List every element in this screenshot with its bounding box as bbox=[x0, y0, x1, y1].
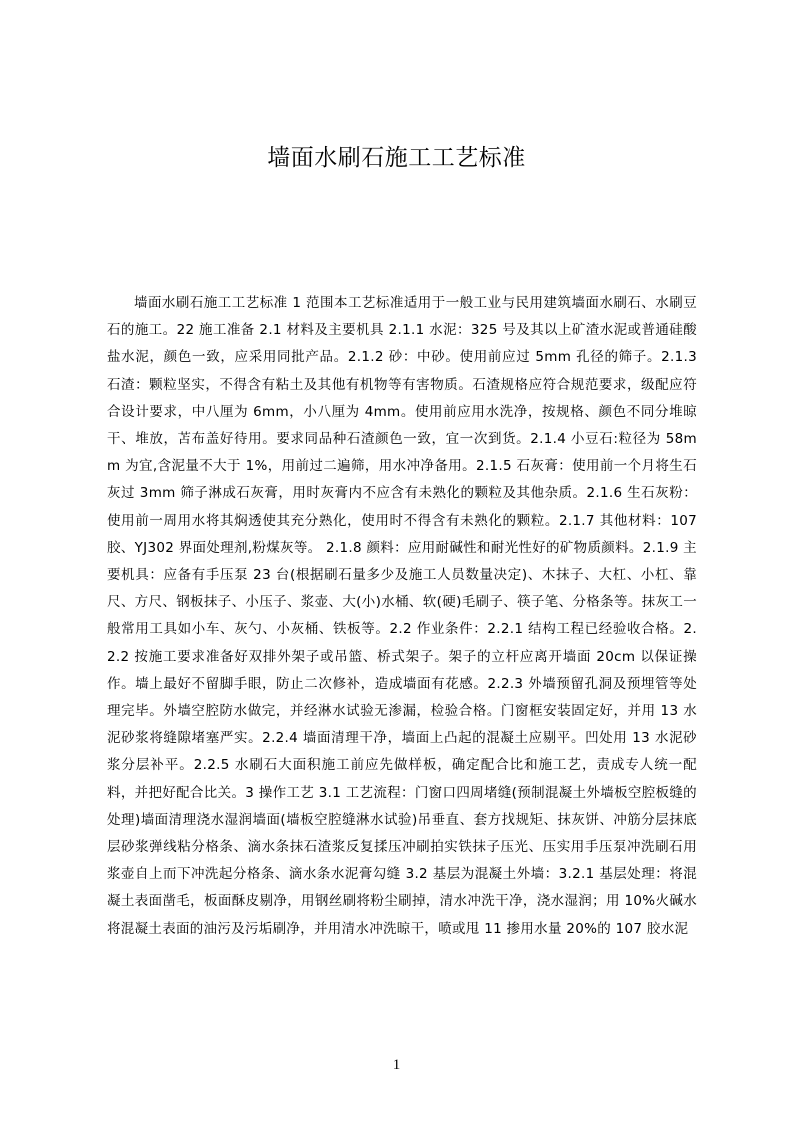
page-number: 1 bbox=[392, 1057, 401, 1073]
document-title: 墙面水刷石施工工艺标准 bbox=[267, 145, 526, 171]
document-body-paragraph: 墙面水刷石施工工艺标准 1 范围本工艺标准适用于一般工业与民用建筑墙面水刷石、水刷豆石的施工。22 施工准备 2.1 材料及主要机具 2.1.1 水泥：325 号及其以上矿渣水泥或普通硅酸盐水泥，颜色一致，应采用同批产品。2.1.2 砂：中砂。使用前应过 5mm 孔径的筛子。2.1.3 石渣：颗粒坚实，不得含有粘土及其他有机物等有害物质。石渣规格应符合规范要求，级配应符合设计要求，中八厘为 6mm，小八厘为 4mm。使用前应用水洗净，按规格、颜色不同分堆晾干、堆放，苫布盖好待用。要求同品种石渣颜色一致，宜一次到货。2.1.4 小豆石:粒径为 58mm 为宜,含泥量不大于 1%，用前过二遍筛，用水冲净备用。2.1.5 石灰膏：使用前一个月将生石灰过 3mm 筛子淋成石灰膏，用时灰膏内不应含有未熟化的颗粒及其他杂质。2.1.6 生石灰粉：使用前一周用水将其焖透使其充分熟化，使用时不得含有未熟化的颗粒。2.1.7 其他材料：107 胶、YJ302 界面处理剂,粉煤灰等。 2.1.8 颜料：应用耐碱性和耐光性好的矿物质颜料。2.1.9 主要机具：应备有手压泵 23 台(根据刷石量多少及施工人员数量决定)、木抹子、大杠、小杠、靠尺、方尺、钢板抹子、小压子、浆壶、大(小)水桶、软(硬)毛刷子、筷子笔、分格条等。抹灰工一般常用工具如小车、灰勺、小灰桶、铁板等。2.2 作业条件：2.2.1 结构工程已经验收合格。2.2.2 按施工要求准备好双排外架子或吊篮、桥式架子。架子的立杆应离开墙面 20cm 以保证操作。墙上最好不留脚手眼，防止二次修补，造成墙面有花感。2.2.3 外墙预留孔洞及预埋管等处理完毕。外墙空腔防水做完，并经淋水试验无渗漏，检验合格。门窗框安装固定好，并用 13 水泥砂浆将缝隙堵塞严实。2.2.4 墙面清理干净，墙面上凸起的混凝土应剔平。凹处用 13 水泥砂浆分层补平。2.2.5 水刷石大面积施工前应先做样板，确定配合比和施工艺，责成专人统一配料，并把好配合比关。3 操作工艺 3.1 工艺流程：门窗口四周堵缝(预制混凝土外墙板空腔板缝的处理)墙面清理浇水湿润墙面(墙板空腔缝淋水试验)吊垂直、套方找规矩、抹灰饼、冲筋分层抹底层砂浆弹线粘分格条、滴水条抹石渣浆反复揉压冲刷拍实铁抹子压光、压实用手压泵冲洗刷石用浆壶自上而下冲洗起分格条、滴水条水泥膏勾缝 3.2 基层为混凝土外墙：3.2.1 基层处理：将混凝土表面凿毛，板面酥皮剔净，用钢丝刷将粉尘刷掉，清水冲洗干净，浇水湿润；用 10%火碱水将混凝土表面的油污及污垢刷净，并用清水冲洗晾干，喷或甩 11 掺用水量 20%的 107 胶水泥 bbox=[107, 295, 697, 937]
